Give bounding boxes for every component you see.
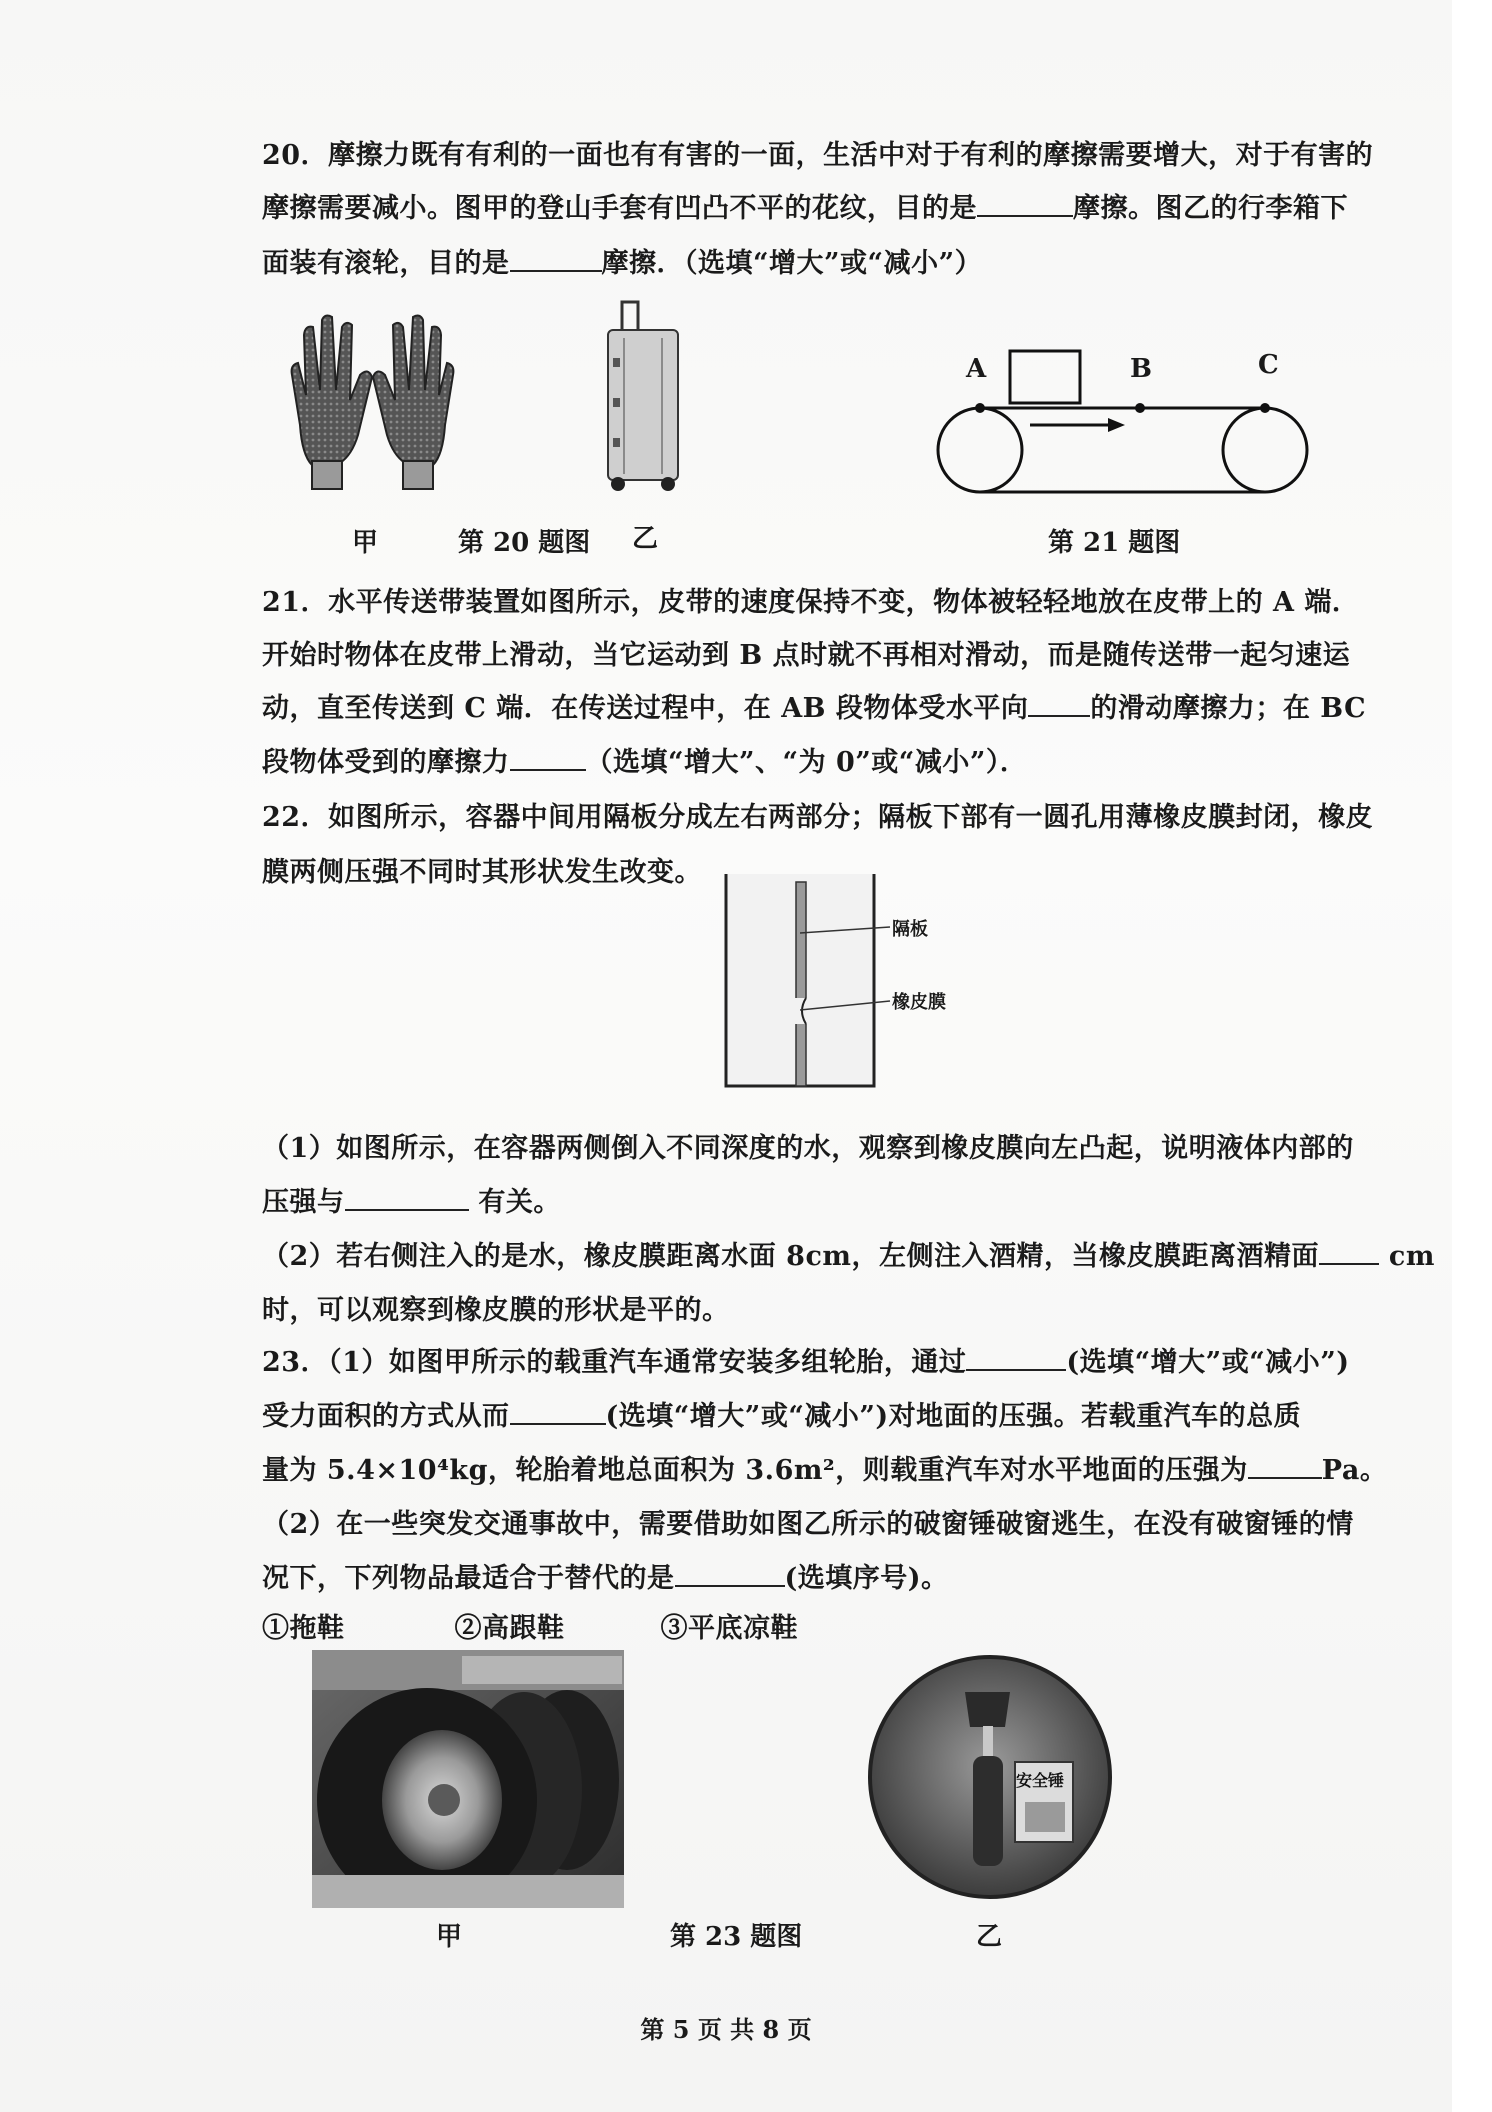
suitcase-figure (600, 298, 690, 494)
q21-line4 (262, 740, 1027, 779)
wheel-left (611, 477, 625, 491)
q21-line3-end: 的滑动摩擦力；在 BC (1090, 693, 1367, 724)
q20-fig-label-b: 乙 (632, 524, 659, 554)
q20-fig-label-a: 甲 (352, 528, 379, 558)
q20-fig-caption: 第 20 题图 (458, 528, 591, 558)
q23-blank-4[interactable] (675, 1561, 785, 1587)
hammer-sign-label: 安全锤 (1016, 1771, 1065, 1790)
q20-line3-end: 摩擦．（选填“增大”或“减小”） (601, 248, 983, 279)
q22-p1-line2-start: 压强与 (262, 1187, 345, 1218)
q23-blank-1[interactable] (966, 1345, 1066, 1371)
q23-fig-label-b: 乙 (976, 1922, 1003, 1952)
block (1010, 351, 1080, 403)
q22-line2: 膜两侧压强不同时其形状发生改变。 (262, 857, 702, 888)
q21-line2: 开始时物体在皮带上滑动，当它运动到 B 点时就不再相对滑动，而是随传送带一起匀速运 (262, 640, 1351, 671)
q21-blank-1[interactable] (1028, 691, 1090, 717)
q23-line1 (262, 1340, 1350, 1379)
glove-figure (280, 305, 465, 495)
q23-line3-start: 量为 5.4×10⁴kg，轮胎着地总面积为 3.6m²，则载重汽车对水平地面的压强为 (262, 1455, 1248, 1486)
q20-line3 (262, 241, 982, 280)
q23-line1-end: (选填“增大”或“减小”) (1066, 1347, 1350, 1378)
q23-line1-start: 23．（1）如图甲所示的载重汽车通常安装多组轮胎，通过 (262, 1347, 967, 1378)
roller-right (1223, 408, 1307, 492)
q22-p1-line2-end: 有关。 (478, 1187, 561, 1218)
page-footer: 第 5 页 共 8 页 (640, 2015, 812, 2044)
page-edge (1452, 0, 1492, 2112)
q23-p2-line2-start: 况下，下列物品最适合于替代的是 (262, 1563, 675, 1594)
q20-line2-end: 摩擦。图乙的行李箱下 (1073, 193, 1348, 224)
q23-p2-line1: （2）在一些突发交通事故中，需要借助如图乙所示的破窗锤破窗逃生，在没有破窗锤的情 (262, 1509, 1354, 1540)
safety-hammer-photo (865, 1652, 1115, 1902)
hammer-handle (973, 1756, 1003, 1866)
q23-p2-line2 (262, 1556, 949, 1595)
truck-tire-photo (312, 1650, 624, 1908)
hammer-head (965, 1692, 1010, 1727)
q23-blank-3[interactable] (1248, 1453, 1322, 1479)
q21-fig-caption: 第 21 题图 (1048, 528, 1181, 558)
point-c-label: C (1258, 350, 1279, 380)
membrane-label: 橡皮膜 (892, 992, 946, 1013)
q21-line3 (262, 686, 1366, 725)
q21-line4-start: 段物体受到的摩擦力 (262, 747, 510, 778)
q22-p1-line2 (262, 1180, 561, 1219)
q23-options (262, 1606, 798, 1645)
q20-blank-1[interactable] (977, 191, 1073, 217)
q22-p2-line1 (262, 1234, 1435, 1273)
roller-left (938, 408, 1022, 492)
q23-line2-end: (选填“增大”或“减小”)对地面的压强。若载重汽车的总质 (605, 1401, 1302, 1432)
q23-line2 (262, 1394, 1301, 1433)
q23-line3 (262, 1448, 1387, 1487)
wheel-right (661, 477, 675, 491)
suitcase-handle (622, 302, 638, 332)
q23-fig-caption: 第 23 题图 (670, 1922, 803, 1952)
q21-line1: 21．水平传送带装置如图所示，皮带的速度保持不变，物体被轻轻地放在皮带上的 A 端． (262, 587, 1360, 618)
q22-p2-line1-end: cm (1388, 1241, 1435, 1272)
option-3: ③平底凉鞋 (660, 1613, 798, 1644)
q20-line3-start: 面装有滚轮，目的是 (262, 248, 510, 279)
q20-line1: 20．摩擦力既有有利的一面也有有害的一面，生活中对于有利的摩擦需要增大，对于有害的 (262, 140, 1374, 171)
q21-blank-2[interactable] (510, 745, 586, 771)
right-glove (373, 316, 453, 489)
q22-blank-2[interactable] (1319, 1239, 1379, 1265)
q21-line4-end: （选填“增大”、“为 0”或“减小”）． (585, 747, 1028, 778)
q23-blank-2[interactable] (510, 1399, 606, 1425)
container-leaders (800, 905, 895, 1015)
partition-label: 隔板 (892, 919, 928, 940)
q21-line3-start: 动，直至传送到 C 端．在传送过程中，在 AB 段物体受水平向 (262, 693, 1029, 724)
q20-line2-start: 摩擦需要减小。图甲的登山手套有凹凸不平的花纹，目的是 (262, 193, 977, 224)
q23-line3-end: Pa。 (1321, 1455, 1388, 1486)
q22-p1-line1: （1）如图所示，在容器两侧倒入不同深度的水，观察到橡皮膜向左凸起，说明液体内部的 (262, 1133, 1354, 1164)
q23-line2-start: 受力面积的方式从而 (262, 1401, 510, 1432)
option-1: ①拖鞋 (262, 1613, 345, 1644)
q23-p2-line2-end: (选填序号)。 (784, 1563, 949, 1594)
q22-line1: 22．如图所示，容器中间用隔板分成左右两部分；隔板下部有一圆孔用薄橡皮膜封闭，橡皮 (262, 802, 1374, 833)
q23-fig-label-a: 甲 (436, 1922, 463, 1952)
q20-blank-2[interactable] (510, 246, 602, 272)
point-a-label: A (966, 354, 987, 384)
q22-blank-1[interactable] (345, 1185, 469, 1211)
left-glove (292, 316, 372, 489)
q22-p2-line1-start: （2）若右侧注入的是水，橡皮膜距离水面 8cm，左侧注入酒精，当橡皮膜距离酒精面 (262, 1241, 1319, 1272)
option-2: ②高跟鞋 (454, 1613, 565, 1644)
q20-line2 (262, 186, 1348, 225)
point-b-label: B (1130, 354, 1152, 384)
q22-p2-line2: 时，可以观察到橡皮膜的形状是平的。 (262, 1295, 730, 1326)
